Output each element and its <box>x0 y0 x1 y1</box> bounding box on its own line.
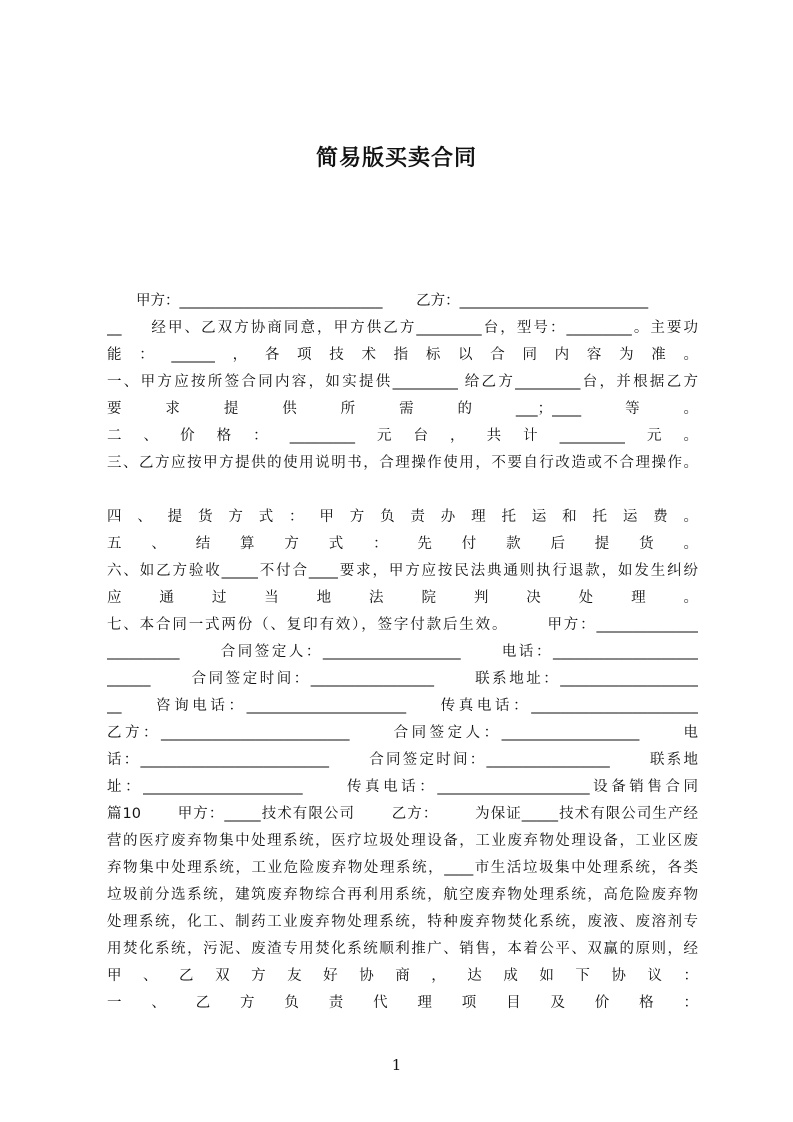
paragraph-line: 篇10 甲方：_____技术有限公司 乙方： 为保证_____技术有限公司生产经 <box>107 806 698 822</box>
paragraph-line: ______ 合同签定时间：_________________ 联系地址：___________________ <box>107 671 698 687</box>
paragraph-line: 要求提供所需的___；____等。 <box>107 401 698 417</box>
paragraph-line: 应通过当地法院判决处理。 <box>107 590 698 606</box>
paragraph-line: 乙方：__________________________ 合同签定人：___________________ 电 <box>107 725 698 741</box>
paragraph-line: 垃圾前分选系统，建筑废弃物综合再利用系统，航空废弃物处理系统，高危险废弃物 <box>107 887 698 903</box>
blank-line <box>107 477 698 503</box>
paragraph-line: __ 经甲、乙双方协商同意，甲方供乙方_________台，型号：_________。主要功 <box>107 320 698 336</box>
paragraph-line: __ 咨询电话：______________________ 传真电话：_______________________ <box>107 698 698 714</box>
paragraph-line: 甲方：____________________________ 乙方：__________________________ <box>107 293 649 309</box>
paragraph-line: __________ 合同签定人：___________________ 电话：____________________ <box>107 644 698 660</box>
paragraph-line: 六、如乙方验收_____不付合____要求，甲方应按民法典通则执行退款，如发生纠纷 <box>107 563 698 579</box>
paragraph-line: 处理系统，化工、制药工业废弃物处理系统，特种废弃物焚化系统，废液、废溶剂专 <box>107 914 698 930</box>
paragraph-line: 弃物集中处理系统，工业危险废弃物处理系统，____市生活垃圾集中处理系统，各类 <box>107 860 698 876</box>
paragraph-line: 话：__________________________ 合同签定时间：_________________ 联系地 <box>107 752 698 768</box>
paragraph-line: 用焚化系统，污泥、废渣专用焚化系统顺利推广、销售，本着公平、双赢的原则，经 <box>107 941 698 957</box>
paragraph-line: 一、甲方应按所签合同内容，如实提供_________ 给乙方_________台，并根据乙方 <box>107 374 698 390</box>
paragraph-line: 能：______，各项技术指标以合同内容为准。 <box>107 347 698 363</box>
paragraph-line: 五、结算方式：先付款后提货。 <box>107 536 698 552</box>
paragraph-line: 二、价格：_________元台，共计_________元。 <box>107 428 698 444</box>
paragraph-line: 甲、乙双方友好协商，达成如下协议： <box>107 968 698 984</box>
paragraph-line: 一、乙方负责代理项目及价格： <box>107 995 698 1011</box>
paragraph-line: 三、乙方应按甲方提供的使用说明书，合理操作使用，不要自行改造或不合理操作。 <box>107 455 698 471</box>
document-title: 简易版买卖合同 <box>315 146 477 171</box>
page-number: 1 <box>391 1056 402 1074</box>
paragraph-line: 营的医疗废弃物集中处理系统，医疗垃圾处理设备，工业废弃物处理设备，工业区废 <box>107 833 698 849</box>
paragraph-line: 四、提货方式：甲方负责办理托运和托运费。 <box>107 509 698 525</box>
paragraph-line: 七、本合同一式两份（、复印有效），签字付款后生效。 甲方：______________ <box>107 617 698 633</box>
paragraph-line: 址：______________________ 传真电话：_____________________设备销售合同 <box>107 779 698 795</box>
